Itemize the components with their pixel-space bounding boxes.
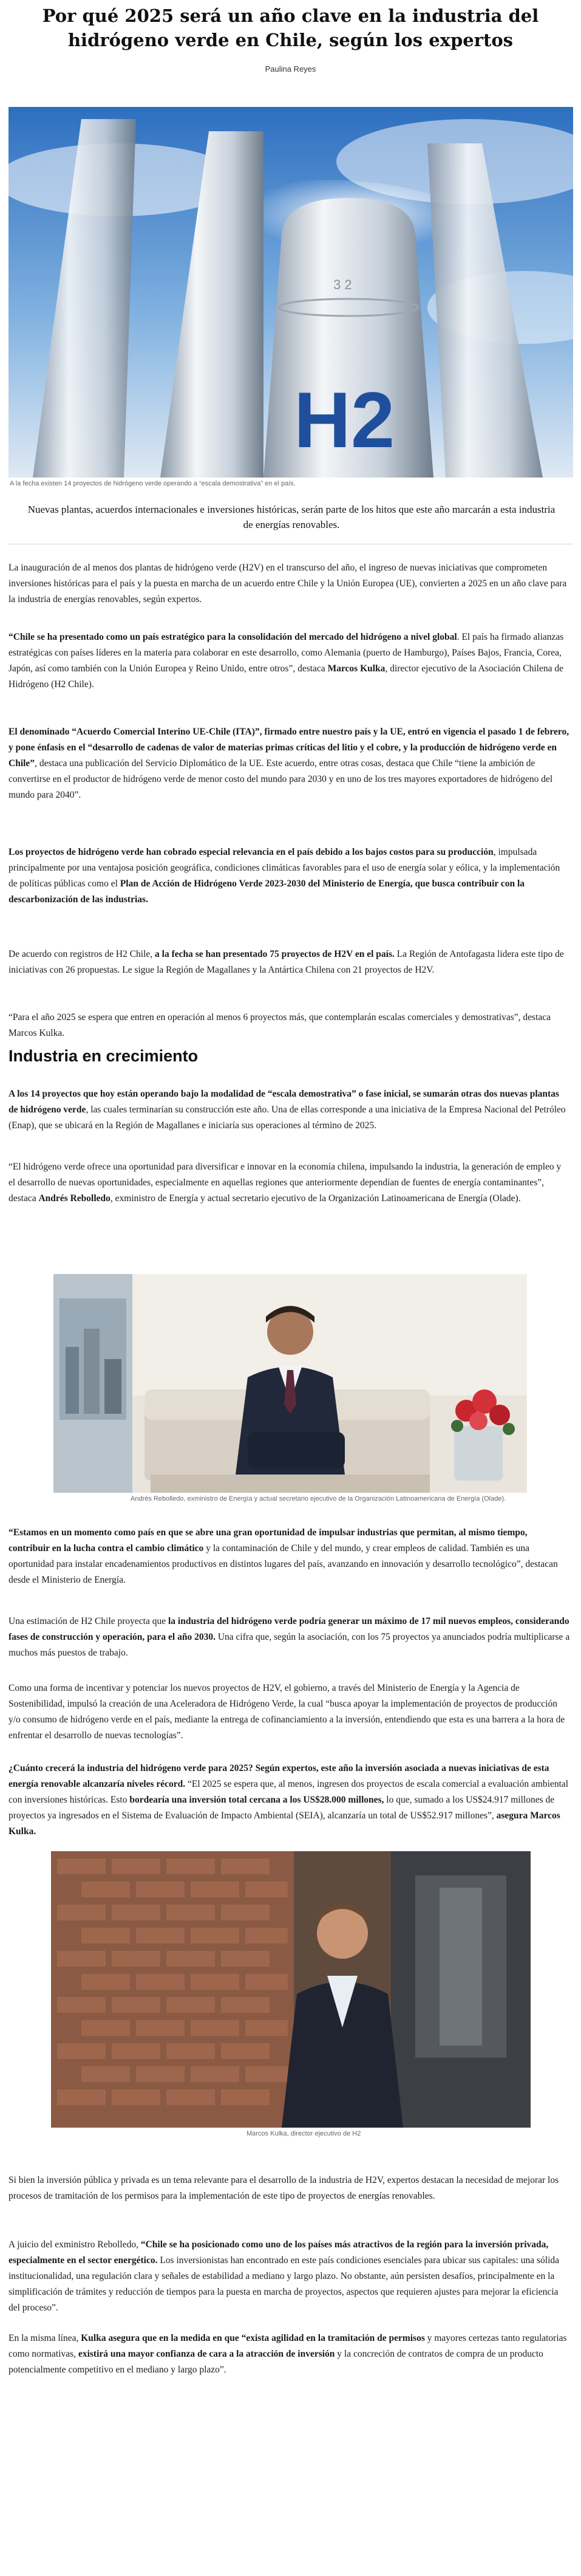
hero-image (8, 107, 573, 478)
paragraph: “Chile se ha presentado como un país estratégico para la consolidación del mercado del hidrógeno a nivel global. El país ha firmado alianzas estratégicas con países líderes en la materia para colaborar en este desarrollo, como Alemania (puerto de Hamburgo), Países Bajos, Francia, Corea, Japón, así como también con la Unión Europea y Reino Unido, entre otros”, destaca Marcos Kulka, director ejecutivo de la Asociación Chilena de Hidrógeno (H2 Chile). (8, 632, 564, 690)
paragraph: A los 14 proyectos que hoy están operando bajo la modalidad de “escala demostrativa” o fase inicial, se sumarán otras dos nuevas plantas de hidrógeno verde, las cuales terminarían su construcción este año. Una de ellas corresponde a una iniciativa de la Empresa Nacional del Petróleo (Enap), que se ubicará en la Región de Magallanes e iniciaría sus operaciones al término de 2025. (8, 1089, 566, 1131)
paragraph: “Estamos en un momento como país en que se abre una gran oportunidad de impulsar industrias que permitan, al mismo tiempo, contribuir en la lucha contra el cambio climático y la contaminación de Chile y del mundo, y crear empleos de calidad. También es una oportunidad para instalar encadenamientos productivos en distintos lugares del país, avanzando en innovación y desarrollo tecnológico”, destacan desde el Ministerio de Energía. (8, 1527, 558, 1585)
paragraph: En la misma línea, Kulka asegura que en la medida en que “exista agilidad en la tramitación de permisos y mayores certezas tanto regulatorias como normativas, existirá una mayor confianza de cara a la atracción de inversión y la concreción de contratos de compra de un producto potencialmente competitivo en el mediano y largo plazo”. (8, 2333, 567, 2375)
svg-text:3 2: 3 2 (333, 277, 352, 292)
paragraph: ¿Cuánto crecerá la industria del hidrógeno verde para 2025? Según expertos, este año la inversión asociada a nuevas iniciativas de esta energía renovable alcanzaría niveles récord. “El 2025 se espera que, al menos, ingresen dos proyectos de escala comercial a evaluación ambiental con inversiones históricas. Esto bordearía una inversión total cercana a los US$28.000 millones, lo que, sumado a los US$24.917 millones de proyectos ya ingresados en el Sistema de Evaluación de Impacto Ambiental (SEIA), alcanzaría un total de US$52.917 millones”, asegura Marcos Kulka. (8, 1763, 569, 1837)
kulka-photo (51, 1851, 531, 2128)
section-heading: Industria en crecimiento (8, 1047, 199, 1065)
photo1-caption: Andrés Rebolledo, exministro de Energía y actual secretario ejecutivo de la Organización Latinoamericana de Energía (Olade). (131, 1495, 506, 1502)
h2-label: H2 (294, 375, 395, 464)
paragraph: Los proyectos de hidrógeno verde han cobrado especial relevancia en el país debido a los bajos costos para su producción, impulsada principalmente por una ventajosa posición geográfica, condiciones climáticas favorables para el uso de energía solar y eólica, y la implementación de políticas públicas como el Plan de Acción de Hidrógeno Verde 2023-2030 del Ministerio de Energía, que busca contribuir con la descarbonización de las industrias. (8, 847, 560, 905)
paragraph: A juicio del exministro Rebolledo, “Chile se ha posicionado como uno de los países más atractivos de la región para la inversión privada, especialmente en el sector energético. Los inversionistas han encontrado en este país condiciones esenciales para ubicar sus capitales: una sólida institucionalidad, una regulación clara y señales de estabilidad a mediano y largo plazo. No obstante, aún persisten desafíos, principalmente en la simplificación de trámites y reducción de tiempos para la puesta en marcha de proyectos, aspectos que requieren ajustes para mejorar la eficiencia del proceso”. (8, 2239, 560, 2313)
rebolledo-photo (53, 1274, 527, 1493)
article-deck: Nuevas plantas, acuerdos internacionales e inversiones históricas, serán parte de los hitos que este año marcarán a esta industria de energías renovables. (27, 504, 556, 530)
paragraph: “Para el año 2025 se espera que entren en operación al menos 6 proyectos más, que contemplarán escalas comerciales y demostrativas”, destaca Marcos Kulka. (8, 1012, 551, 1038)
article-headline: Por qué 2025 será un año clave en la industria del hidrógeno verde en Chile, según los expertos (42, 5, 539, 50)
photo2-caption: Marcos Kulka, director ejecutivo de H2 (246, 2130, 361, 2137)
paragraph: Una estimación de H2 Chile proyecta que la industria del hidrógeno verde podría generar un máximo de 17 mil nuevos empleos, considerando fases de construcción y operación, para el año 2030. Una cifra que, según la asociación, con los 75 proyectos ya anunciados podría multiplicarse a muchos más puestos de trabajo. (8, 1616, 570, 1658)
author-byline: Paulina Reyes (265, 64, 316, 74)
paragraph: Como una forma de incentivar y potenciar los nuevos proyectos de H2V, el gobierno, a través del Ministerio de Energía y la Agencia de Sostenibilidad, impulsó la creación de una Aceleradora de Hidrógeno Verde, la cual “busca apoyar la implementación de proyectos de producción y/o consumo de hidrógeno verde en el país, mediante la entrega de cofinanciamiento a la inversión, entendiendo que esta es una barrera a la hora de enfrentar el desarrollo de nuevas tecnologías”. (8, 1683, 565, 1741)
paragraph: El denominado “Acuerdo Comercial Interino UE-Chile (ITA)”, firmado entre nuestro país y la UE, entró en vigencia el pasado 1 de febrero, y pone énfasis en el “desarrollo de cadenas de valor de materias primas críticas del litio y el cobre, y la producción de hidrógeno verde en Chile”, destaca una publicación del Servicio Diplomático de la UE. Este acuerdo, entre otras cosas, destaca que Chile “tiene la ambición de convertirse en el productor de hidrógeno verde de menor costo del mundo para 2030 y en uno de los tres mayores exportadores de hidrógeno del mundo para 2040”. (8, 727, 569, 800)
paragraph: Si bien la inversión pública y privada es un tema relevante para el desarrollo de la industria de H2V, expertos destacan la necesidad de mejorar los procesos de tramitación de los permisos para la implementación de este tipo de proyectos de energías renovables. (8, 2175, 559, 2201)
paragraph: La inauguración de al menos dos plantas de hidrógeno verde (H2V) en el transcurso del año, el ingreso de nuevas iniciativas que comprometen inversiones históricas para el país y la puesta en marcha de un acuerdo entre Chile y la Unión Europea (UE), convierten a 2025 en un año clave para la industria de energías renovables, según expertos. (8, 563, 567, 605)
hero-caption: A la fecha existen 14 proyectos de hidrógeno verde operando a “escala demostrativa” en el país. (10, 480, 296, 487)
paragraph: “El hidrógeno verde ofrece una oportunidad para diversificar e innovar en la economía chilena, impulsando la industria, la generación de empleo y el desarrollo de nuevas oportunidades, especialmente en aquellas regiones que anteriormente dependían de fuentes de energía contaminantes”, destaca Andrés Rebolledo, exministro de Energía y actual secretario ejecutivo de la Organización Latinoamericana de Energía (Olade). (8, 1162, 562, 1204)
paragraph: De acuerdo con registros de H2 Chile, a la fecha se han presentado 75 proyectos de H2V en el país. La Región de Antofagasta lidera este tipo de iniciativas con 26 propuestas. Le sigue la Región de Magallanes y la Antártica Chilena con 21 proyectos de H2V. (8, 949, 564, 975)
hydrogen-tanks-illustration (8, 107, 573, 478)
